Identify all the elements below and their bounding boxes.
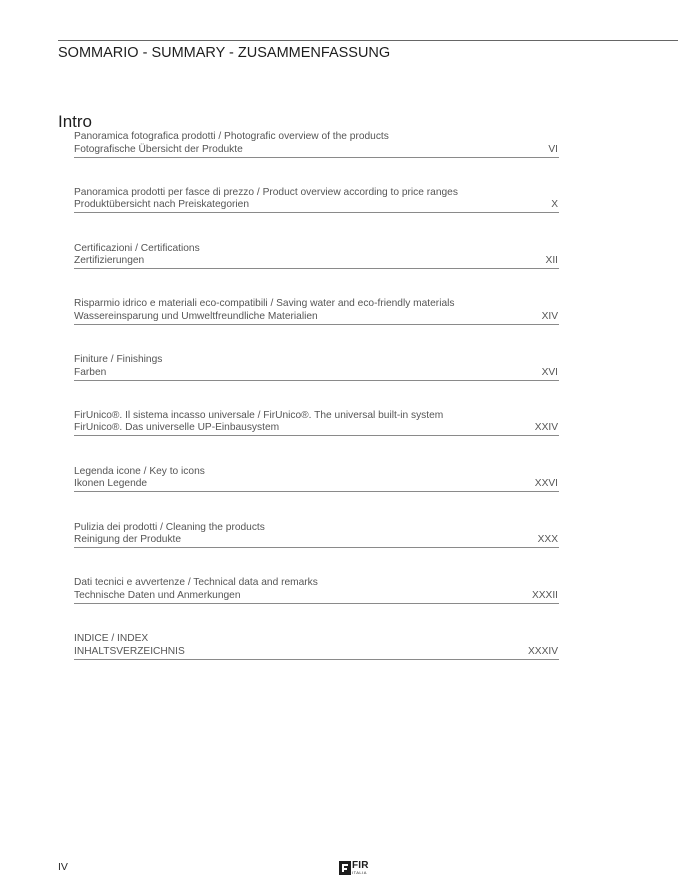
- toc-entry-subtitle: INHALTSVERZEICHNIS: [74, 645, 185, 657]
- toc-entry-title: Panoramica prodotti per fasce di prezzo / Product overview according to price ranges: [74, 186, 458, 198]
- toc-entry-subtitle: Produktübersicht nach Preiskategorien: [74, 199, 249, 211]
- logo-subtitle: ITALIA: [352, 870, 367, 875]
- toc-item[interactable]: [74, 353, 559, 409]
- page-title: SOMMARIO - SUMMARY - ZUSAMMENFASSUNG: [58, 45, 391, 61]
- toc-entry-row: [74, 367, 559, 381]
- toc-page-number: XXXIV: [527, 645, 558, 657]
- toc-entry-subtitle: Technische Daten und Anmerkungen: [74, 589, 241, 601]
- fir-logo-icon: [339, 861, 351, 875]
- toc-entry-row: [74, 255, 559, 269]
- toc-entry-subtitle: Wassereinsparung und Umweltfreundliche Materialien: [74, 310, 318, 322]
- toc-item[interactable]: [74, 409, 559, 465]
- toc-entry-row: [74, 199, 559, 213]
- toc-entry-row: [74, 646, 559, 660]
- toc-page-number: XII: [545, 255, 558, 267]
- toc-entry-title: Legenda icone / Key to icons: [74, 465, 205, 477]
- toc-entry-title: Certificazioni / Certifications: [74, 242, 200, 254]
- toc-entry-title: Dati tecnici e avvertenze / Technical data and remarks: [74, 577, 318, 589]
- toc-page-number: XXVI: [534, 478, 558, 490]
- toc-item[interactable]: [74, 186, 559, 242]
- toc-entry-row: [74, 534, 559, 548]
- header-rule: [58, 40, 678, 41]
- toc-entry-subtitle: Reinigung der Produkte: [74, 534, 182, 546]
- toc-entry-row: [74, 422, 559, 436]
- toc-entry-subtitle: FirUnico®. Das universelle UP-Einbausystem: [74, 422, 280, 434]
- logo-word: FIR: [352, 860, 369, 871]
- toc-entry-row: [74, 311, 559, 325]
- toc-entry-title: INDICE / INDEX: [74, 633, 149, 645]
- toc-entry-row: [74, 478, 559, 492]
- toc-entry-row: [74, 590, 559, 604]
- toc-page-number: XXIV: [534, 422, 558, 434]
- toc-entry-subtitle: Ikonen Legende: [74, 478, 148, 490]
- toc-item[interactable]: [74, 465, 559, 521]
- toc-item[interactable]: [74, 242, 559, 298]
- toc-entry-title: FirUnico®. Il sistema incasso universale / FirUnico®. The universal built-in system: [74, 409, 444, 421]
- toc-page-number: X: [551, 199, 558, 211]
- toc-item[interactable]: [74, 130, 559, 186]
- toc-entry-subtitle: Farben: [74, 366, 107, 378]
- toc-item[interactable]: [74, 297, 559, 353]
- toc-entry-title: Pulizia dei prodotti / Cleaning the products: [74, 521, 265, 533]
- toc-entry-title: Finiture / Finishings: [74, 354, 163, 366]
- toc-item[interactable]: [74, 632, 559, 688]
- table-of-contents: [74, 130, 559, 688]
- toc-item[interactable]: [74, 521, 559, 577]
- toc-entry-title: Risparmio idrico e materiali eco-compatibili / Saving water and eco-friendly materials: [74, 298, 455, 310]
- toc-entry-subtitle: Zertifizierungen: [74, 255, 145, 267]
- toc-item[interactable]: [74, 576, 559, 632]
- toc-page-number: XXX: [537, 534, 558, 546]
- section-title: Intro: [58, 112, 93, 131]
- toc-entry-subtitle: Fotografische Übersicht der Produkte: [74, 143, 243, 155]
- fir-logo: [339, 861, 369, 877]
- toc-page-number: VI: [548, 143, 558, 155]
- toc-page-number: XVI: [541, 366, 558, 378]
- toc-page-number: XXXII: [531, 589, 558, 601]
- toc-entry-title: Panoramica fotografica prodotti / Photografic overview of the products: [74, 131, 389, 142]
- toc-page-number: XIV: [541, 310, 558, 322]
- logo-text: [352, 861, 369, 875]
- toc-entry-row: [74, 144, 559, 158]
- page-number: IV: [58, 861, 68, 873]
